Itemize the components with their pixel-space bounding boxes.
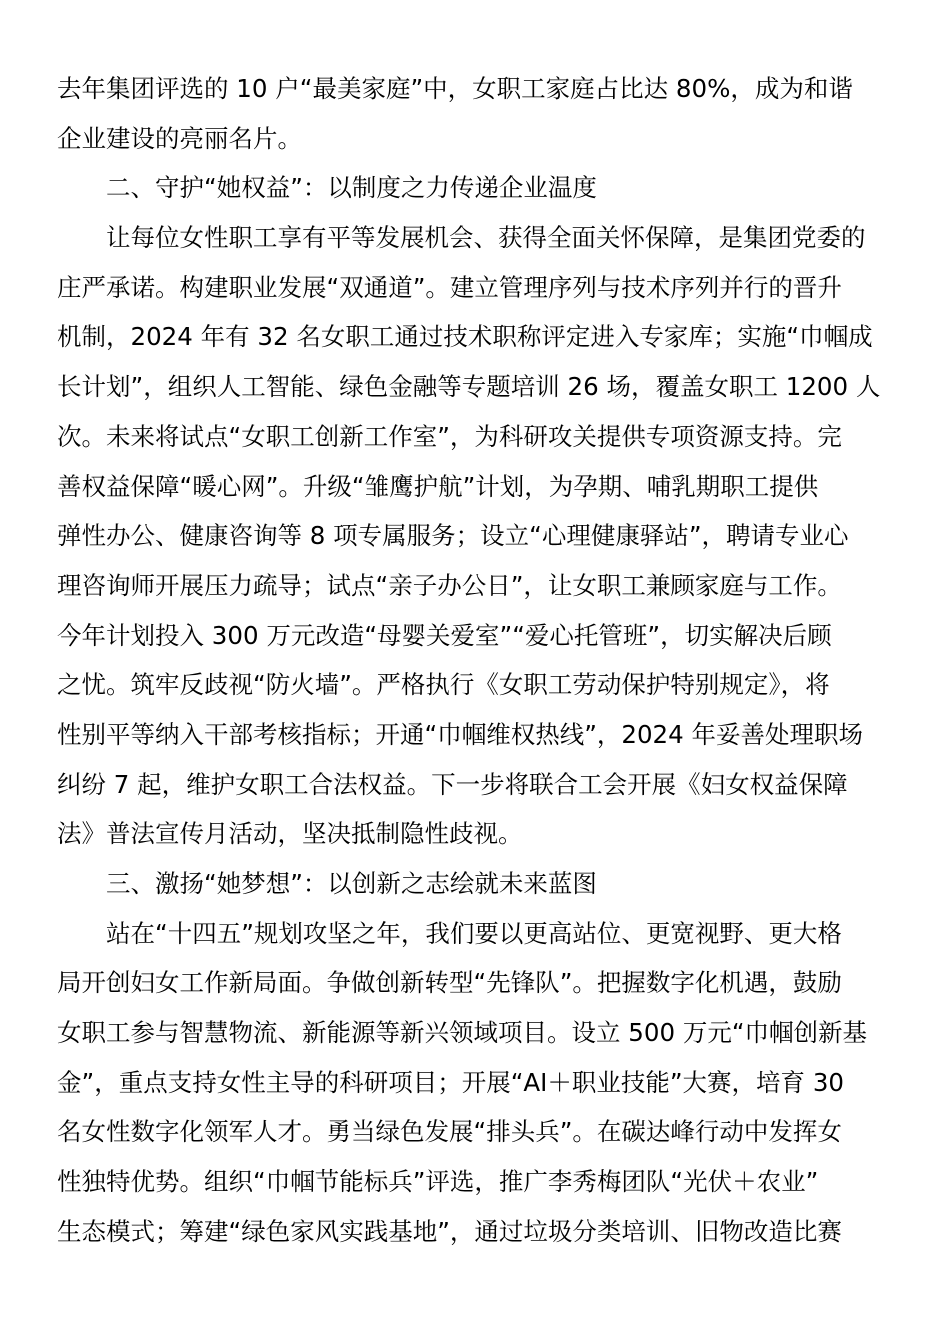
section-heading-2: 二、守护“她权益”：以制度之力传递企业温度 <box>106 173 597 203</box>
text-line-2: 企业建设的亮丽名片。 <box>57 123 302 153</box>
text-line-8: 次。未来将试点“女职工创新工作室”，为科研攻关提供专项资源支持。完 <box>57 421 842 451</box>
text-line-14: 性别平等纳入干部考核指标；开通“巾帼维权热线”，2024 年妥善处理职场 <box>57 719 864 749</box>
text-line-22: 名女性数字化领军人才。勇当绿色发展“排头兵”。在碳达峰行动中发挥女 <box>57 1117 842 1147</box>
text-line-1: 去年集团评选的 10 户“最美家庭”中，女职工家庭占比达 80%，成为和谐 <box>57 74 853 103</box>
text-line-12: 今年计划投入 300 万元改造“母婴关爱室”“爱心托管班”，切实解决后顾 <box>57 620 832 650</box>
text-line-18: 站在“十四五”规划攻坚之年，我们要以更高站位、更宽视野、更大格 <box>106 918 842 948</box>
text-line-13: 之忧。筑牢反歧视“防火墙”。严格执行《女职工劳动保护特别规定》，将 <box>57 670 830 700</box>
text-line-19: 局开创妇女工作新局面。争做创新转型“先锋队”。把握数字化机遇，鼓励 <box>57 968 842 998</box>
text-line-4: 让每位女性职工享有平等发展机会、获得全面关怀保障，是集团党委的 <box>106 223 866 253</box>
section-heading-3: 三、激扬“她梦想”：以创新之志绘就未来蓝图 <box>106 869 597 898</box>
document-page <box>57 64 893 1257</box>
text-line-5: 庄严承诺。构建职业发展“双通道”。建立管理序列与技术序列并行的晋升 <box>57 272 842 302</box>
text-line-10: 弹性办公、健康咨询等 8 项专属服务；设立“心理健康驿站”，聘请专业心 <box>57 521 849 551</box>
text-line-11: 理咨询师开展压力疏导；试点“亲子办公日”，让女职工兼顾家庭与工作。 <box>57 570 842 600</box>
text-line-7: 长计划”，组织人工智能、绿色金融等专题培训 26 场，覆盖女职工 1200 人 <box>57 372 881 402</box>
text-line-15: 纠纷 7 起，维护女职工合法权益。下一步将联合工会开展《妇女权益保障 <box>57 769 848 799</box>
text-line-20: 女职工参与智慧物流、新能源等新兴领域项目。设立 500 万元“巾帼创新基 <box>57 1018 868 1048</box>
text-line-16: 法》普法宣传月活动，坚决抵制隐性歧视。 <box>57 819 523 849</box>
text-line-24: 生态模式；筹建“绿色家风实践基地”，通过垃圾分类培训、旧物改造比赛 <box>57 1216 842 1246</box>
text-line-9: 善权益保障“暖心网”。升级“雏鹰护航”计划，为孕期、哺乳期职工提供 <box>57 471 819 501</box>
text-line-21: 金”，重点支持女性主导的科研项目；开展“AI＋职业技能”大赛，培育 30 <box>57 1067 845 1097</box>
text-line-23: 性独特优势。组织“巾帼节能标兵”评选，推广李秀梅团队“光伏＋农业” <box>57 1167 819 1197</box>
text-line-6: 机制，2024 年有 32 名女职工通过技术职称评定进入专家库；实施“巾帼成 <box>57 322 873 352</box>
